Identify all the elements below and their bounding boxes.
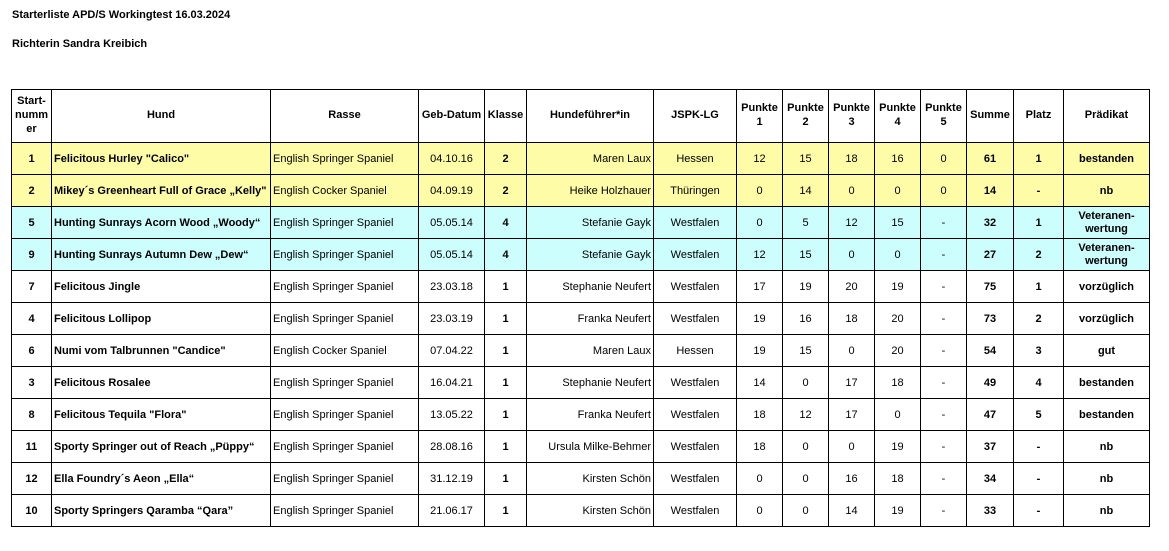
cell-points-4: 18 [875, 367, 921, 399]
cell-points-5: - [921, 399, 967, 431]
cell-handler: Stephanie Neufert [527, 367, 654, 399]
cell-placement: - [1014, 431, 1064, 463]
cell-birth-date: 31.12.19 [419, 463, 485, 495]
cell-rating: nb [1064, 175, 1150, 207]
table-row [12, 463, 1150, 495]
col-header: Start- numm er [12, 90, 52, 143]
cell-points-2: 15 [783, 335, 829, 367]
cell-rating: Veteranen- wertung [1064, 239, 1150, 271]
cell-start-number: 2 [12, 175, 52, 207]
cell-region: Hessen [654, 143, 737, 175]
cell-rating: bestanden [1064, 143, 1150, 175]
cell-points-2: 0 [783, 431, 829, 463]
cell-points-4: 20 [875, 335, 921, 367]
col-header: Rasse [271, 90, 419, 143]
cell-points-4: 0 [875, 239, 921, 271]
cell-placement: 1 [1014, 207, 1064, 239]
cell-points-2: 19 [783, 271, 829, 303]
cell-points-5: - [921, 431, 967, 463]
cell-points-5: 0 [921, 175, 967, 207]
cell-points-3: 12 [829, 207, 875, 239]
cell-birth-date: 07.04.22 [419, 335, 485, 367]
table-row [12, 175, 1150, 207]
col-header: Punkte 1 [737, 90, 783, 143]
cell-birth-date: 16.04.21 [419, 367, 485, 399]
cell-points-3: 0 [829, 335, 875, 367]
page-title: Starterliste APD/S Workingtest 16.03.2024 [12, 9, 231, 21]
cell-points-2: 0 [783, 367, 829, 399]
cell-start-number: 10 [12, 495, 52, 527]
cell-dog-name: Sporty Springers Qaramba “Qara” [52, 495, 271, 527]
cell-start-number: 12 [12, 463, 52, 495]
cell-region: Westfalen [654, 207, 737, 239]
cell-breed: English Springer Spaniel [271, 399, 419, 431]
cell-points-1: 0 [737, 175, 783, 207]
cell-breed: English Springer Spaniel [271, 431, 419, 463]
cell-points-2: 14 [783, 175, 829, 207]
table-body [12, 143, 1150, 527]
cell-points-4: 18 [875, 463, 921, 495]
cell-points-4: 15 [875, 207, 921, 239]
col-header: Geb-Datum [419, 90, 485, 143]
cell-class: 1 [485, 303, 527, 335]
cell-handler: Kirsten Schön [527, 495, 654, 527]
col-header: Hundeführer*in [527, 90, 654, 143]
cell-start-number: 6 [12, 335, 52, 367]
cell-points-3: 18 [829, 303, 875, 335]
cell-class: 1 [485, 399, 527, 431]
cell-dog-name: Felicitous Tequila "Flora" [52, 399, 271, 431]
cell-region: Westfalen [654, 399, 737, 431]
cell-handler: Maren Laux [527, 143, 654, 175]
cell-total: 75 [967, 271, 1014, 303]
cell-start-number: 5 [12, 207, 52, 239]
col-header: Punkte 2 [783, 90, 829, 143]
cell-breed: English Springer Spaniel [271, 367, 419, 399]
cell-region: Westfalen [654, 303, 737, 335]
cell-placement: 1 [1014, 271, 1064, 303]
cell-dog-name: Hunting Sunrays Autumn Dew „Dew“ [52, 239, 271, 271]
cell-rating: nb [1064, 463, 1150, 495]
cell-points-2: 15 [783, 239, 829, 271]
cell-class: 1 [485, 495, 527, 527]
cell-points-3: 0 [829, 239, 875, 271]
cell-points-4: 0 [875, 399, 921, 431]
cell-points-4: 16 [875, 143, 921, 175]
cell-birth-date: 23.03.19 [419, 303, 485, 335]
cell-rating: bestanden [1064, 367, 1150, 399]
col-header: Prädikat [1064, 90, 1150, 143]
cell-handler: Ursula Milke-Behmer [527, 431, 654, 463]
cell-points-5: - [921, 495, 967, 527]
cell-points-5: 0 [921, 143, 967, 175]
cell-handler: Stefanie Gayk [527, 239, 654, 271]
cell-region: Thüringen [654, 175, 737, 207]
cell-points-4: 19 [875, 271, 921, 303]
col-header: Punkte 4 [875, 90, 921, 143]
cell-placement: 1 [1014, 143, 1064, 175]
cell-region: Westfalen [654, 495, 737, 527]
cell-points-5: - [921, 239, 967, 271]
table-row [12, 431, 1150, 463]
cell-region: Hessen [654, 335, 737, 367]
cell-start-number: 11 [12, 431, 52, 463]
cell-points-1: 0 [737, 207, 783, 239]
cell-rating: nb [1064, 495, 1150, 527]
cell-handler: Stefanie Gayk [527, 207, 654, 239]
cell-points-2: 5 [783, 207, 829, 239]
table-row [12, 239, 1150, 271]
cell-total: 37 [967, 431, 1014, 463]
results-table [11, 89, 1150, 527]
cell-class: 2 [485, 143, 527, 175]
cell-total: 73 [967, 303, 1014, 335]
cell-region: Westfalen [654, 463, 737, 495]
cell-points-5: - [921, 335, 967, 367]
cell-points-3: 20 [829, 271, 875, 303]
col-header: Summe [967, 90, 1014, 143]
cell-handler: Heike Holzhauer [527, 175, 654, 207]
cell-birth-date: 23.03.18 [419, 271, 485, 303]
cell-class: 4 [485, 207, 527, 239]
cell-points-5: - [921, 463, 967, 495]
table-row [12, 367, 1150, 399]
cell-handler: Maren Laux [527, 335, 654, 367]
cell-breed: English Springer Spaniel [271, 303, 419, 335]
table-row [12, 399, 1150, 431]
cell-total: 61 [967, 143, 1014, 175]
cell-region: Westfalen [654, 271, 737, 303]
cell-start-number: 9 [12, 239, 52, 271]
cell-region: Westfalen [654, 367, 737, 399]
cell-dog-name: Felicitous Rosalee [52, 367, 271, 399]
cell-rating: Veteranen- wertung [1064, 207, 1150, 239]
table-row [12, 335, 1150, 367]
cell-class: 4 [485, 239, 527, 271]
cell-points-3: 0 [829, 175, 875, 207]
cell-placement: 3 [1014, 335, 1064, 367]
cell-points-4: 20 [875, 303, 921, 335]
cell-breed: English Cocker Spaniel [271, 175, 419, 207]
cell-class: 1 [485, 271, 527, 303]
cell-start-number: 4 [12, 303, 52, 335]
cell-rating: gut [1064, 335, 1150, 367]
cell-birth-date: 05.05.14 [419, 239, 485, 271]
cell-placement: 2 [1014, 239, 1064, 271]
table-row [12, 271, 1150, 303]
cell-points-4: 19 [875, 431, 921, 463]
cell-placement: - [1014, 175, 1064, 207]
cell-region: Westfalen [654, 431, 737, 463]
cell-dog-name: Hunting Sunrays Acorn Wood „Woody“ [52, 207, 271, 239]
cell-points-1: 19 [737, 303, 783, 335]
cell-breed: English Springer Spaniel [271, 143, 419, 175]
cell-points-1: 12 [737, 239, 783, 271]
cell-points-1: 0 [737, 495, 783, 527]
cell-rating: bestanden [1064, 399, 1150, 431]
cell-class: 2 [485, 175, 527, 207]
col-header: JSPK-LG [654, 90, 737, 143]
col-header: Punkte 3 [829, 90, 875, 143]
cell-points-4: 19 [875, 495, 921, 527]
cell-total: 27 [967, 239, 1014, 271]
cell-total: 47 [967, 399, 1014, 431]
cell-breed: English Springer Spaniel [271, 271, 419, 303]
cell-breed: English Cocker Spaniel [271, 335, 419, 367]
cell-points-1: 17 [737, 271, 783, 303]
cell-dog-name: Numi vom Talbrunnen "Candice" [52, 335, 271, 367]
cell-placement: 2 [1014, 303, 1064, 335]
cell-breed: English Springer Spaniel [271, 463, 419, 495]
cell-handler: Franka Neufert [527, 303, 654, 335]
cell-total: 14 [967, 175, 1014, 207]
cell-points-2: 12 [783, 399, 829, 431]
cell-start-number: 8 [12, 399, 52, 431]
cell-start-number: 7 [12, 271, 52, 303]
table-row [12, 495, 1150, 527]
cell-points-1: 18 [737, 399, 783, 431]
cell-dog-name: Felicitous Jingle [52, 271, 271, 303]
cell-total: 54 [967, 335, 1014, 367]
cell-placement: - [1014, 463, 1064, 495]
table-row [12, 143, 1150, 175]
cell-points-1: 0 [737, 463, 783, 495]
cell-birth-date: 05.05.14 [419, 207, 485, 239]
cell-class: 1 [485, 463, 527, 495]
cell-total: 49 [967, 367, 1014, 399]
cell-points-3: 16 [829, 463, 875, 495]
cell-points-4: 0 [875, 175, 921, 207]
col-header: Hund [52, 90, 271, 143]
cell-start-number: 3 [12, 367, 52, 399]
cell-placement: - [1014, 495, 1064, 527]
cell-class: 1 [485, 335, 527, 367]
cell-birth-date: 04.10.16 [419, 143, 485, 175]
cell-dog-name: Sporty Springer out of Reach „Püppy“ [52, 431, 271, 463]
header-row [12, 90, 1150, 143]
cell-points-5: - [921, 303, 967, 335]
cell-total: 33 [967, 495, 1014, 527]
cell-points-3: 17 [829, 367, 875, 399]
cell-birth-date: 13.05.22 [419, 399, 485, 431]
col-header: Platz [1014, 90, 1064, 143]
cell-rating: vorzüglich [1064, 271, 1150, 303]
cell-points-3: 14 [829, 495, 875, 527]
cell-birth-date: 04.09.19 [419, 175, 485, 207]
cell-points-2: 0 [783, 463, 829, 495]
cell-placement: 4 [1014, 367, 1064, 399]
cell-breed: English Springer Spaniel [271, 239, 419, 271]
cell-points-1: 12 [737, 143, 783, 175]
cell-points-1: 18 [737, 431, 783, 463]
cell-points-3: 18 [829, 143, 875, 175]
cell-birth-date: 28.08.16 [419, 431, 485, 463]
table-row [12, 303, 1150, 335]
cell-region: Westfalen [654, 239, 737, 271]
cell-dog-name: Mikey´s Greenheart Full of Grace „Kelly" [52, 175, 271, 207]
cell-points-2: 0 [783, 495, 829, 527]
cell-points-3: 0 [829, 431, 875, 463]
cell-points-5: - [921, 367, 967, 399]
cell-class: 1 [485, 431, 527, 463]
cell-rating: vorzüglich [1064, 303, 1150, 335]
cell-handler: Stephanie Neufert [527, 271, 654, 303]
table-row [12, 207, 1150, 239]
cell-dog-name: Felicitous Lollipop [52, 303, 271, 335]
col-header: Klasse [485, 90, 527, 143]
cell-points-1: 14 [737, 367, 783, 399]
cell-start-number: 1 [12, 143, 52, 175]
cell-class: 1 [485, 367, 527, 399]
cell-handler: Franka Neufert [527, 399, 654, 431]
cell-dog-name: Ella Foundry´s Aeon „Ella“ [52, 463, 271, 495]
cell-breed: English Springer Spaniel [271, 207, 419, 239]
cell-placement: 5 [1014, 399, 1064, 431]
cell-total: 34 [967, 463, 1014, 495]
cell-handler: Kirsten Schön [527, 463, 654, 495]
cell-points-2: 16 [783, 303, 829, 335]
judge-line: Richterin Sandra Kreibich [12, 38, 148, 50]
cell-points-5: - [921, 271, 967, 303]
cell-points-1: 19 [737, 335, 783, 367]
cell-dog-name: Felicitous Hurley "Calico" [52, 143, 271, 175]
col-header: Punkte 5 [921, 90, 967, 143]
cell-rating: nb [1064, 431, 1150, 463]
cell-birth-date: 21.06.17 [419, 495, 485, 527]
cell-points-5: - [921, 207, 967, 239]
cell-points-2: 15 [783, 143, 829, 175]
cell-breed: English Springer Spaniel [271, 495, 419, 527]
cell-points-3: 17 [829, 399, 875, 431]
cell-total: 32 [967, 207, 1014, 239]
